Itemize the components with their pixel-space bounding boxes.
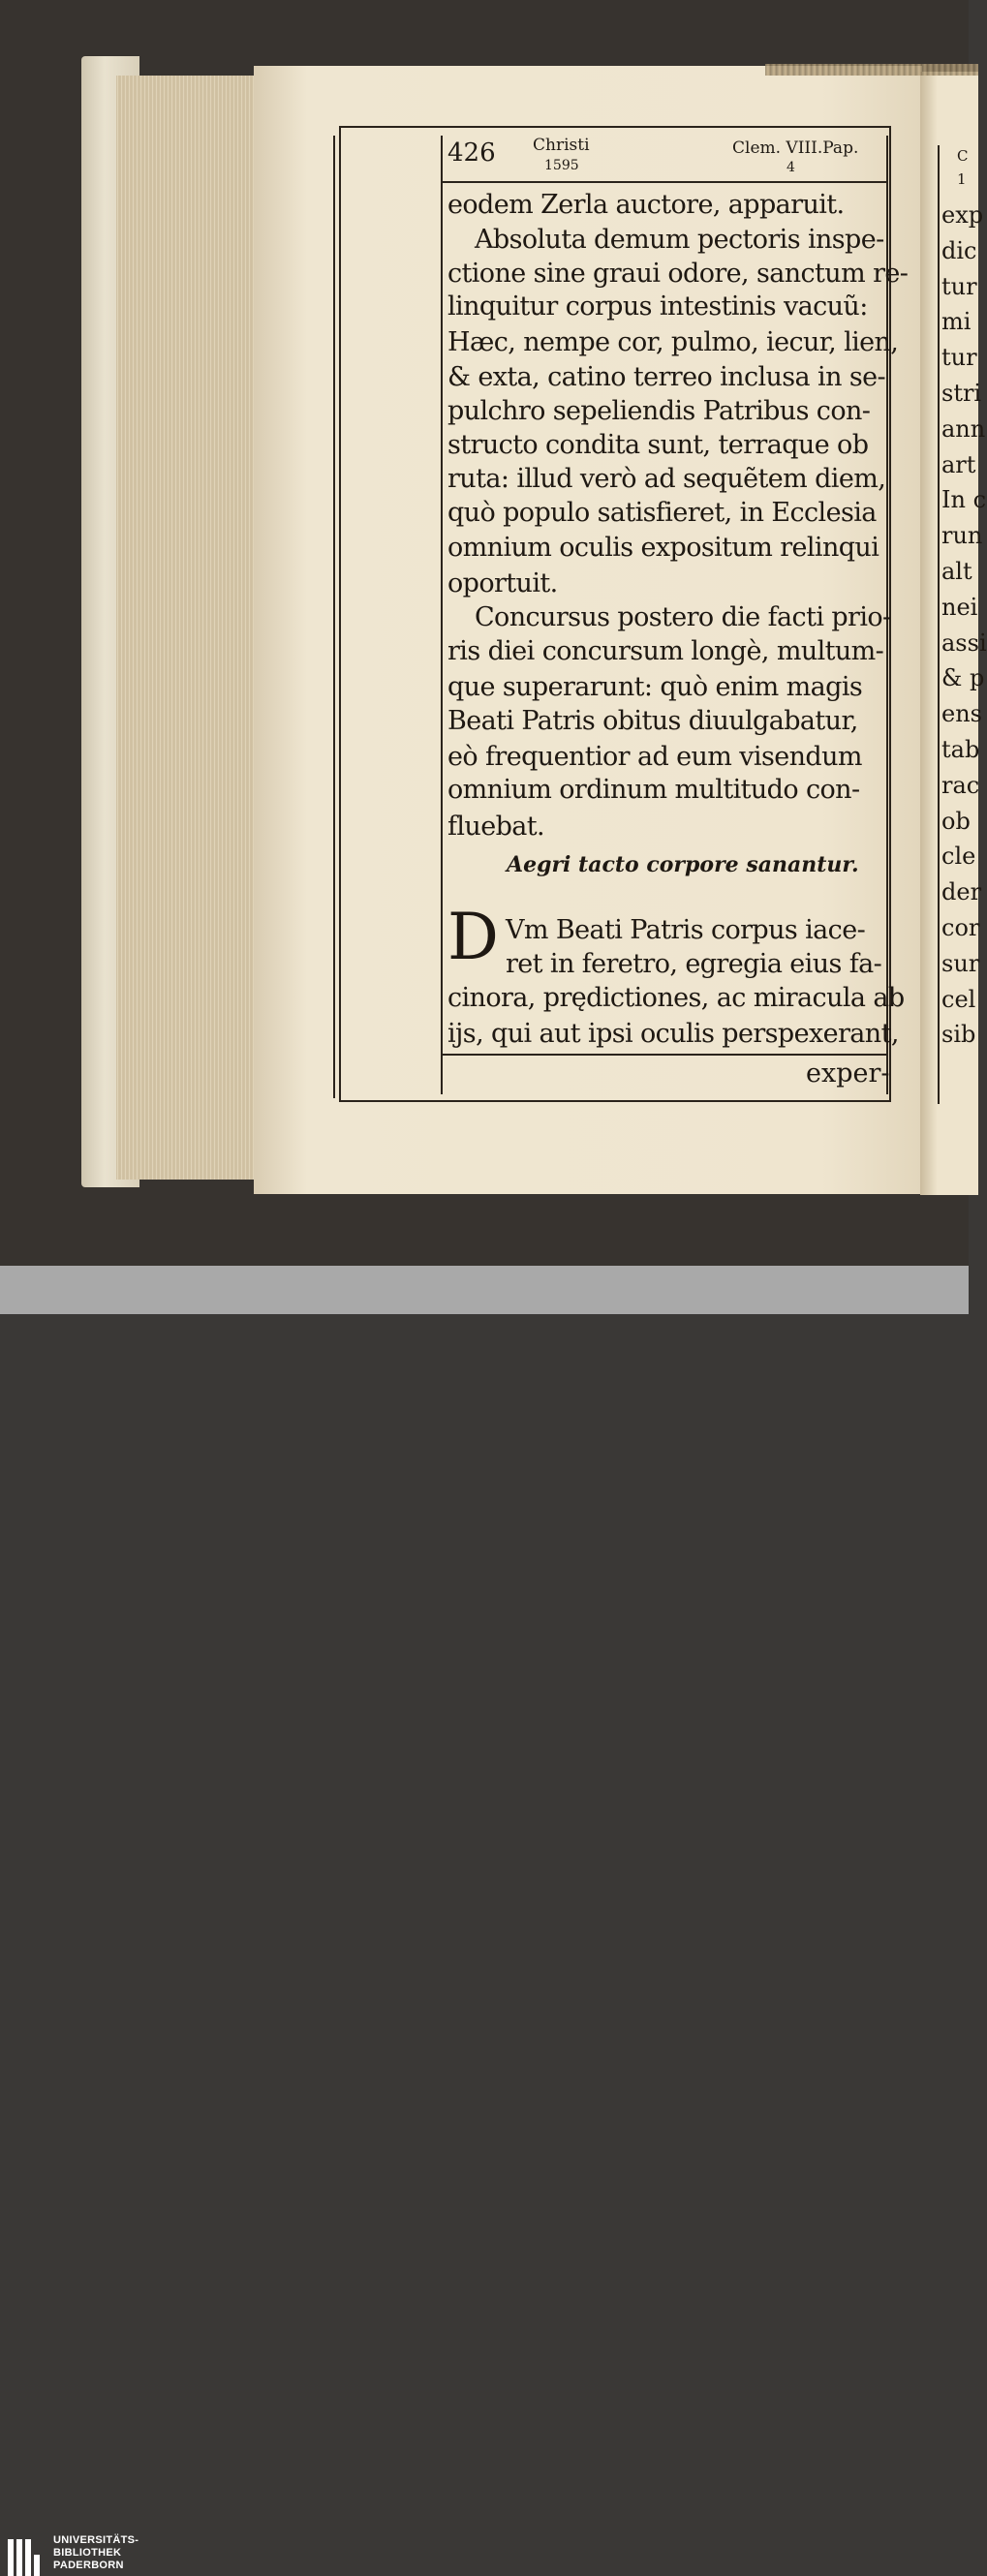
facing-page-fragment: assi — [941, 629, 987, 657]
library-name-line1: UNIVERSITÄTS- — [53, 2534, 139, 2546]
catchword: exper- — [806, 1058, 890, 1089]
body-line: eò frequentior ad eum visendum — [447, 742, 862, 772]
library-name-line3: PADERBORN — [53, 2560, 124, 2571]
facing-page-fragment: In c — [941, 486, 987, 514]
binding-thread — [765, 64, 978, 76]
body-line: Concursus postero die facti prio- — [475, 602, 891, 632]
body-line: omnium oculis expositum relinqui — [447, 533, 879, 563]
facing-page-fragment: der — [941, 878, 982, 906]
library-name-line2: BIBLIOTHEK — [53, 2547, 122, 2559]
library-footer — [0, 1266, 969, 2571]
body-line: omnium ordinum multitudo con- — [447, 775, 860, 805]
footer-rule — [443, 1054, 886, 1056]
running-head-left: Christi — [533, 136, 590, 155]
facing-page-fragment: exp — [941, 201, 984, 229]
facing-page-fragment: ens — [941, 700, 982, 728]
facing-page-fragment: tur — [941, 272, 977, 300]
body-line: ctione sine graui odore, sanctum re- — [447, 259, 909, 289]
running-head-right: Clem. VIII.Pap. — [732, 138, 859, 158]
facing-page-fragment: run — [941, 522, 983, 550]
body-line: ris diei concursum longè, multum- — [447, 636, 884, 666]
running-head-number: 4 — [787, 160, 795, 175]
header-rule — [443, 181, 886, 183]
facing-page-fragment: tur — [941, 344, 977, 372]
facing-frame-rule — [938, 145, 940, 1104]
facing-page-fragment: sib — [941, 1021, 976, 1049]
paragraph-line: cinora, prędictiones, ac miracula ab — [447, 983, 905, 1013]
body-line: eodem Zerla auctore, apparuit. — [447, 190, 845, 220]
section-heading: Aegri tacto corpore sanantur. — [507, 852, 859, 877]
facing-page-fragment: ob — [941, 807, 971, 835]
facing-page-fragment: sur — [941, 949, 980, 977]
page-edges — [116, 76, 263, 1180]
frame-rule-outer-left — [333, 136, 335, 1098]
paragraph-line: ijs, qui aut ipsi oculis perspexerant, — [447, 1019, 899, 1049]
facing-page-fragment: 1 — [957, 170, 967, 188]
facing-page-fragment: ann — [941, 414, 986, 443]
body-line: structo condita sunt, terraque ob — [447, 430, 869, 460]
library-logo-icon — [8, 2535, 46, 2576]
facing-page-fragment: cor — [941, 914, 980, 941]
body-line: ruta: illud verò ad sequẽtem diem, — [447, 464, 886, 494]
facing-page-fragment: nei — [941, 593, 978, 621]
facing-page-fragment: C — [957, 147, 969, 165]
scan-background — [0, 0, 987, 1266]
body-line: pulchro sepeliendis Patribus con- — [447, 396, 871, 426]
facing-page-fragment: cel — [941, 985, 976, 1013]
page-number: 426 — [447, 138, 496, 168]
body-line: oportuit. — [447, 568, 558, 598]
body-line: Beati Patris obitus diuulgabatur, — [447, 706, 858, 736]
running-head-year: 1595 — [544, 158, 579, 173]
facing-page-fragment: cle — [941, 843, 976, 871]
facing-page-fragment: mi — [941, 308, 972, 336]
drop-cap: D — [447, 900, 499, 974]
facing-page-fragment: stri — [941, 380, 982, 407]
facing-page-fragment: dic — [941, 236, 977, 264]
body-line: fluebat. — [447, 812, 545, 842]
paragraph-line: Vm Beati Patris corpus iace- — [506, 915, 866, 945]
facing-page-fragment: alt — [941, 558, 972, 585]
facing-page-fragment: art — [941, 450, 976, 478]
body-line: linquitur corpus intestinis vacuũ: — [447, 291, 868, 322]
body-line: quò populo satisfieret, in Ecclesia — [447, 498, 877, 528]
body-line: Absoluta demum pectoris inspe- — [475, 225, 884, 255]
body-line: que superarunt: quò enim magis — [447, 672, 863, 702]
facing-page-fragment: rac — [941, 771, 980, 799]
frame-rule-left — [441, 136, 443, 1094]
paragraph-line: ret in feretro, egregia eius fa- — [506, 949, 882, 979]
body-line: & exta, catino terreo inclusa in se- — [447, 362, 885, 392]
facing-page-fragment: & p — [941, 664, 985, 692]
facing-page-fragment: tab — [941, 736, 980, 763]
body-line: Hæc, nempe cor, pulmo, iecur, lien, — [447, 327, 899, 357]
